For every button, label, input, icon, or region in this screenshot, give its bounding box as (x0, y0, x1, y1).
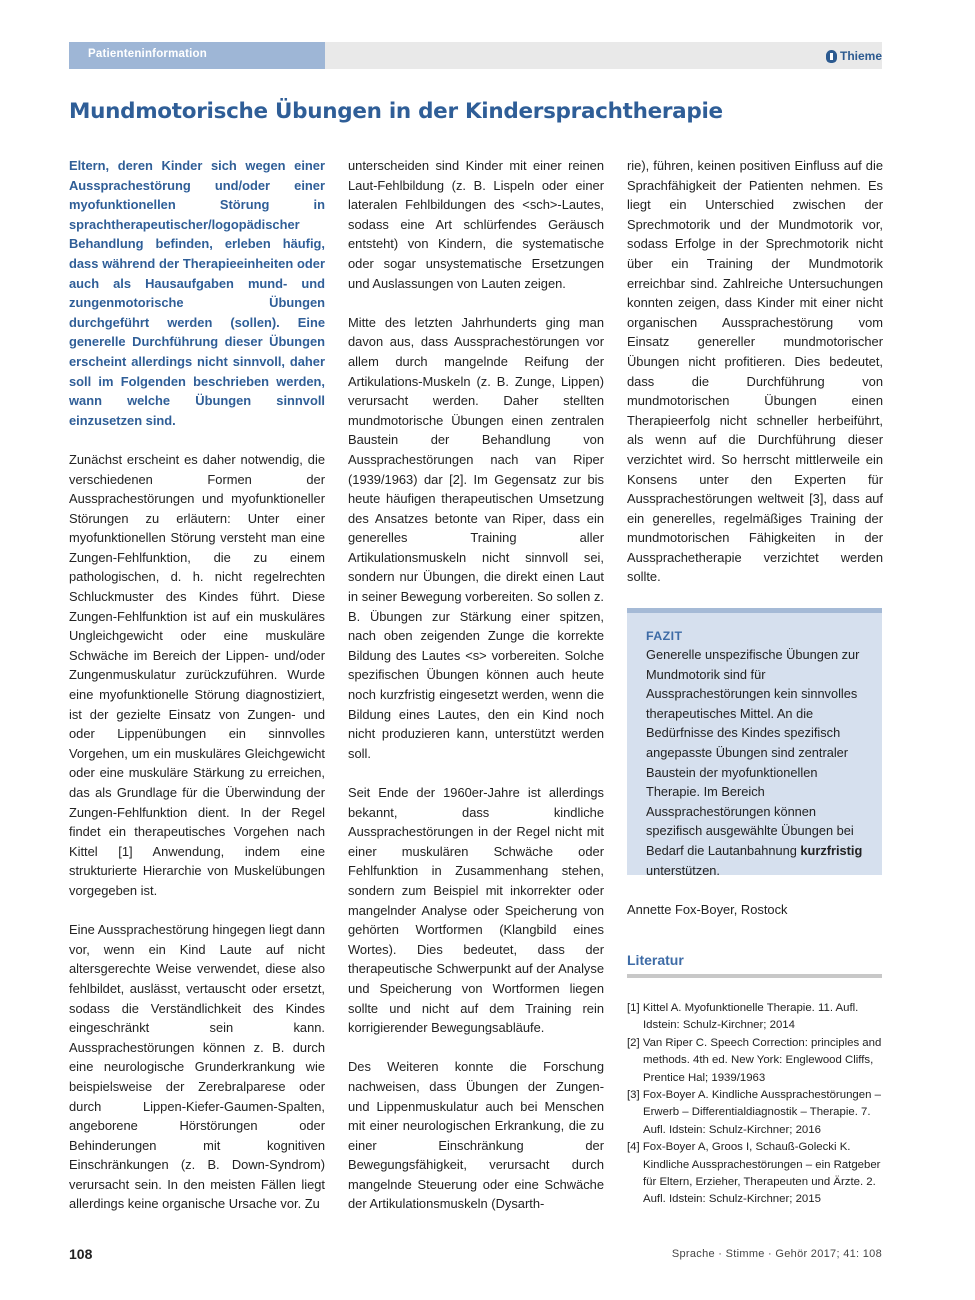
brand-name: Thieme (839, 49, 882, 63)
fazit-main-text: Generelle unspezifische Übungen zur Mundmotorik sind für Aussprachestörungen kein sinnvolles therapeutisches Mittel. An die Bedürfnisse des Kindes spezifisch angepasste Übungen sind zentraler Baustein der myofunktionellen Therapie. Im Bereich Aussprachestörungen können spezifisch ausgewählte Übungen bei Bedarf die Lautanbahnung (646, 647, 860, 858)
body-paragraph: unterscheiden sind Kinder mit einer reinen Laut-Fehlbildung (z. B. Lispeln oder einer lateralen Fehlbildungen des <sch>-Lautes, sodass eine Art schlürfendes Geräusch entsteht) von Kindern, die systematische oder sogar unsystematische Ersetzungen und Auslassungen von Lauten zeigen. (348, 158, 604, 291)
article-title: Mundmotorische Übungen in der Kindersprachtherapie (69, 99, 723, 124)
fazit-text (646, 645, 868, 880)
journal-citation: Sprache · Stimme · Gehör 2017; 41: 108 (671, 1248, 882, 1260)
fazit-box (627, 608, 882, 878)
body-paragraph: Mitte des letzten Jahrhunderts ging man davon aus, dass Aussprachestörungen vor allem durch mangelnde Reifung der Artikulations-Muskeln (z. B. Zunge, Lippen) verursacht werden. Daher stellten mundmotorische Übungen einen zentralen Baustein der Behandlung von Aussprachestörungen nach van Riper (1939/1963) dar [2]. Im Gegensatz zur bis heute häufigen therapeutischen Umsetzung des Ansatzes betonte van Riper, dass ein generelles Training aller Artikulationsmuskeln nicht sinnvoll sei, sondern nur Übungen, die direkt einen Laut in seiner Bewegung vorbereiten. So sollen z. B. Übungen zur Stärkung einer spitzen, nach oben zeigenden Zunge die korrekte Bildung des Lautes <s> vorbereiten. Solche spezifischen Übungen können auch heute noch kurzfristig eingesetzt werden, wenn die Bildung eines Lautes, den ein Kind noch nicht produzieren kann, unterstützt werden soll. (348, 314, 604, 761)
body-paragraph: rie), führen, keinen positiven Einfluss auf die Sprachfähigkeit der Patienten nehmen. Es liegt ein Unterschied zwischen der Sprechmotorik und der Mundmotorik vor, sodass Erfolge in der Sprechmotorik nicht über ein Training der Mundmotorik erreichbar sind. Zahlreiche Untersuchungen konnten zeigen, dass Kinder mit einer nicht organischen Aussprachestörung vom Einsatz genereller mundmotorischer Übungen nicht profitieren. Dies bedeutet, dass die Durchführung von mundmotorischen Übungen einen Therapieerfolg nicht schneller herbeiführt, als wenn auf die Durchführung dieser verzichtet wird. So herrscht mittlerweile ein Konsens unter den Experten für Aussprachestörungen weltweit [3], dass auf ein generelles, regelmäßiges Training der mundmotorischen Fähigkeiten in der Aussprachetherapie verzichtet werden sollte. (627, 158, 883, 585)
publisher-brand (826, 48, 882, 64)
body-paragraph: Seit Ende der 1960er-Jahre ist allerdings bekannt, dass kindliche Aussprachestörungen in der Regel nicht mit einer muskulären Schwäche oder Fehlfunktion in Zusammenhang stehen, sondern zum Beispiel mit inkorrekter oder mangelnder Analyse oder Speicherung von gehörten Wortformen (Klangbild eines Wortes). Dies bedeutet, dass der therapeutische Schwerpunkt auf der Analyse und Speicherung von Wortformen liegen sollte und nicht auf dem Training rein korrigierender Bewegungsabläufe. (348, 785, 604, 1036)
column-2 (348, 156, 604, 1234)
header-bar (325, 42, 882, 69)
body-paragraph: Eine Aussprachestörung hingegen liegt dann vor, wenn ein Kind Laute auf nicht altersgerechte Weise verwendet, diese also fehlbildet, auslässt, vertauscht oder ersetzt, sodass die Verständlichkeit des Kindes eingeschränkt sein kann. Aussprachestörungen können z. B. durch eine neurologische Grunderkrankung wie beispielsweise der Zerebralparese oder durch Lippen-Kiefer-Gaumen-Spalten, angeborene Hörstörungen oder Behinderungen mit kognitiven Einschränkungen (z. B. Down-Syndrom) verursacht sein. In den meisten Fällen liegt allerdings keine organische Ursache vor. Zu (69, 922, 325, 1212)
lead-paragraph: Eltern, deren Kinder sich wegen einer Aussprachestörung und/oder einer myofunktionellen Störung in sprachtherapeutischer/logopädischer Behandlung befinden, erleben häufig, dass während der Therapieeinheiten oder auch als Hausaufgaben mund- und zungenmotorische Übungen durchgeführt werden (sollen). Eine generelle Durchführung dieser Übungen erscheint allerdings nicht sinnvoll, daher soll im Folgenden beschrieben werden, wann welche Übungen sinnvoll einzusetzen sind. (69, 158, 325, 428)
thieme-logo-icon (826, 50, 837, 63)
reference-item: [3] Fox-Boyer A. Kindliche Aussprachestörungen – Erwerb – Differentialdiagnostik – Therapie. 7. Aufl. Idstein: Schulz-Kirchner; 2016 (627, 1089, 881, 1136)
body-paragraph: Zunächst erscheint es daher notwendig, die verschiedenen Formen der Aussprachestörungen und myofunktioneller Störungen zu erläutern: Unter einer myofunktionellen Störung versteht man eine Zungen-Fehlfunktion, die zu einem pathologischen, d. h. nicht regelrechten Schluckmuster des Kindes führt. Diese Zungen-Fehlfunktion ist auf ein muskuläres Ungleichgewicht oder eine muskuläre Schwäche im Bereich der Lippen- und/oder Zungenmuskulatur zurückzuführen. Wurde eine myofunktionelle Störung diagnostiziert, ist der gezielte Einsatz von Zungen- und oder Lippenübungen ein sinnvolles Vorgehen, um ein muskuläres Gleichgewicht oder eine muskuläre Stärkung zu erreichen, das als Grundlage für die Überwindung der Zungen-Fehlfunktion dient. In der Regel findet ein therapeutisches Vorgehen nach Kittel [1] Anwendung, indem eine strukturierte Hierarchie von Muskelübungen vorgegeben ist. (69, 451, 325, 898)
fazit-emphasis: kurzfristig (800, 842, 863, 858)
column-3 (627, 156, 883, 607)
reference-item: [2] Van Riper C. Speech Correction: principles and methods. 4th ed. New York: Englewood Cliffs, Prentice Hal; 1939/1963 (627, 1036, 882, 1084)
reference-item: [1] Kittel A. Myofunktionelle Therapie. 11. Aufl. Idstein: Schulz-Kirchner; 2014 (627, 1002, 859, 1032)
fazit-title: FAZIT (646, 629, 683, 643)
section-label: Patienteninformation (88, 48, 208, 60)
column-1 (69, 156, 325, 1234)
literature-heading: Literatur (627, 952, 882, 978)
fazit-ending: unterstützen. (646, 862, 720, 878)
reference-item: [4] Fox-Boyer A, Groos I, Schauß-Golecki K. Kindliche Aussprachestörungen – ein Ratgeber für Eltern, Erzieher, Therapeuten und Ärzte. 2. Aufl. Idstein: Schulz-Kirchner; 2015 (627, 1141, 881, 1206)
section-tab (69, 42, 325, 69)
author-line: Annette Fox-Boyer, Rostock (627, 902, 788, 917)
page-number: 108 (69, 1246, 93, 1262)
reference-list (627, 1000, 883, 1209)
body-paragraph: Des Weiteren konnte die Forschung nachweisen, dass Übungen der Zungen- und Lippenmuskulatur auch bei Menschen mit einer neurologischen Erkrankung, die zu einer Einschränkung der Bewegungsfähigkeit, verursacht durch mangelnde Steuerung oder eine Schwäche der Artikulationsmuskeln (Dysarth- (348, 1059, 604, 1212)
